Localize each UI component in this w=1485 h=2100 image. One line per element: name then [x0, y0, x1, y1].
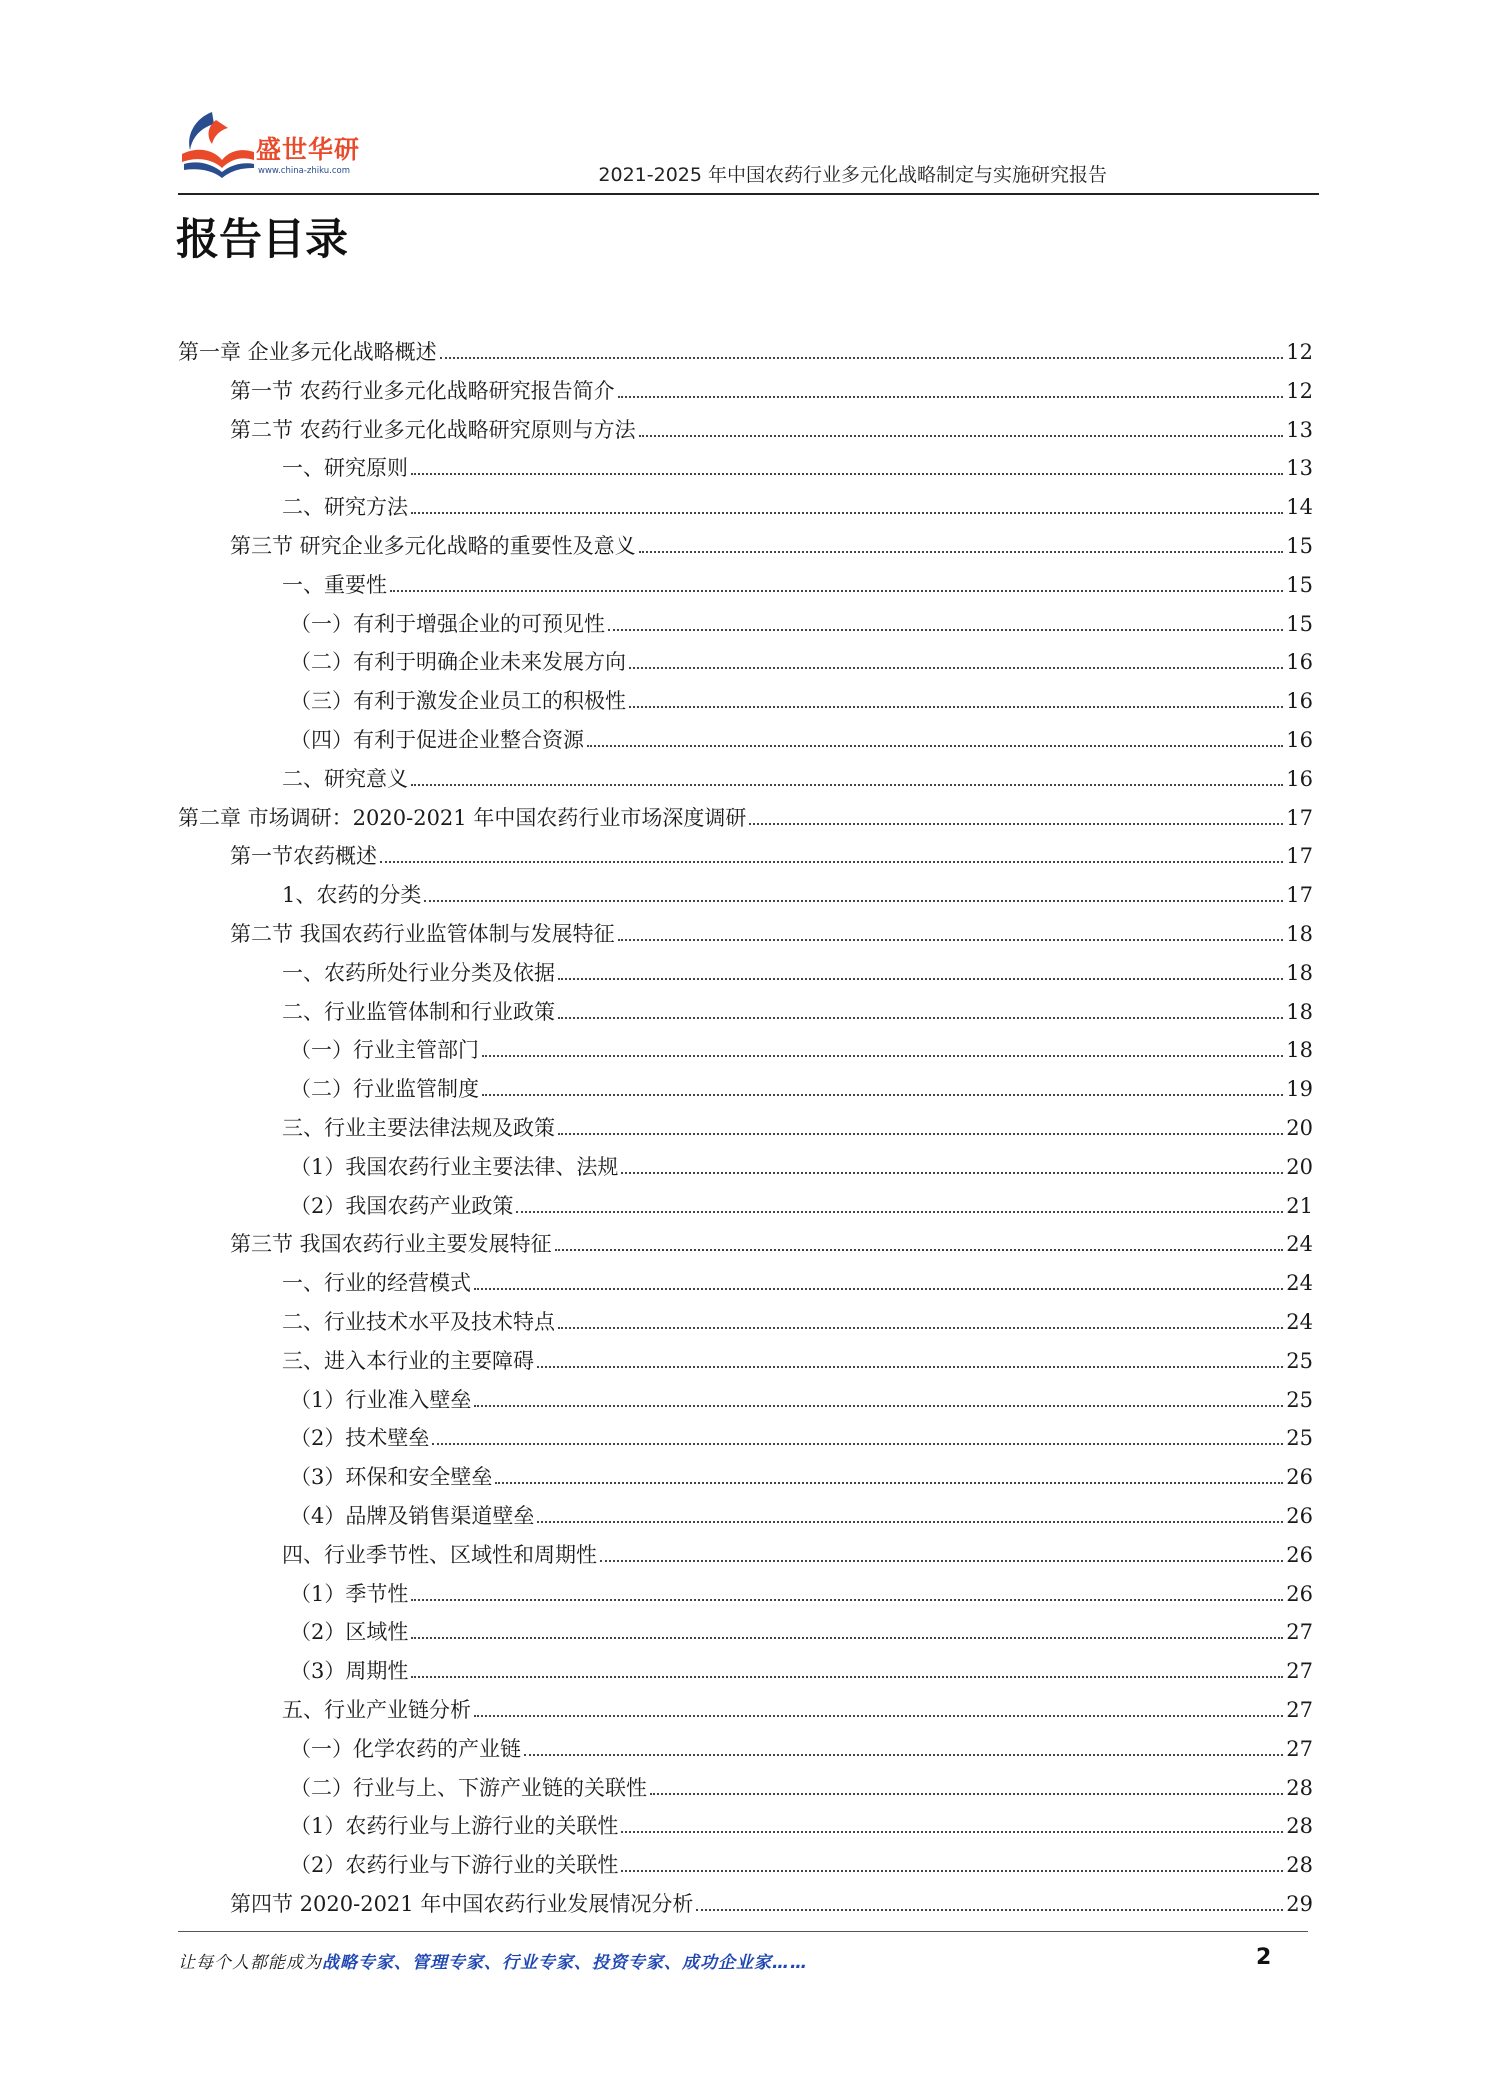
toc-entry-page: 24 — [1286, 1232, 1313, 1257]
toc-entry[interactable] — [290, 635, 1313, 674]
toc-entry-page: 27 — [1286, 1620, 1313, 1645]
toc-leader-dots — [558, 1327, 1283, 1329]
toc-entry[interactable] — [282, 985, 1313, 1024]
toc-entry-title: 二、行业监管体制和行业政策 — [282, 999, 555, 1024]
toc-entry-page: 15 — [1286, 611, 1313, 636]
toc-entry-title: 第二节 农药行业多元化战略研究原则与方法 — [230, 417, 636, 442]
toc-entry-title: 第二章 市场调研：2020-2021 年中国农药行业市场深度调研 — [178, 805, 747, 830]
toc-entry[interactable] — [282, 868, 1313, 907]
toc-leader-dots — [474, 1405, 1283, 1407]
toc-entry-title: 二、行业技术水平及技术特点 — [282, 1310, 555, 1334]
footer-slogan — [178, 1948, 808, 1973]
toc-entry-page: 24 — [1286, 1271, 1313, 1296]
toc-entry[interactable] — [290, 1644, 1313, 1683]
toc-entry-title: （二）行业监管制度 — [290, 1077, 479, 1102]
toc-leader-dots — [537, 1521, 1283, 1523]
toc-entry[interactable] — [290, 1373, 1313, 1412]
toc-entry-title: 第二节 我国农药行业监管体制与发展特征 — [230, 922, 615, 946]
toc-entry-title: 第一章 企业多元化战略概述 — [178, 340, 437, 364]
toc-entry-page: 26 — [1286, 1465, 1313, 1490]
toc-entry-title: 一、重要性 — [282, 572, 387, 597]
toc-leader-dots — [621, 1870, 1283, 1872]
toc-entry[interactable] — [290, 1567, 1313, 1606]
toc-leader-dots — [587, 745, 1283, 747]
toc-leader-dots — [411, 512, 1283, 514]
toc-leader-dots — [380, 861, 1283, 863]
page-title: 报告目录 — [176, 215, 348, 265]
toc-leader-dots — [482, 1055, 1283, 1057]
toc-entry[interactable] — [282, 752, 1313, 791]
toc-entry-title: （4）品牌及销售渠道壁垒 — [290, 1504, 535, 1528]
toc-entry-title: 1、农药的分类 — [282, 883, 422, 908]
toc-entry[interactable] — [178, 791, 1313, 830]
toc-entry-title: （2）技术壁垒 — [290, 1426, 430, 1451]
toc-leader-dots — [618, 396, 1284, 398]
toc-leader-dots — [639, 435, 1284, 437]
toc-entry-page: 26 — [1286, 1542, 1313, 1567]
toc-leader-dots — [474, 1288, 1283, 1290]
toc-entry-title: 三、进入本行业的主要障碍 — [282, 1348, 534, 1373]
toc-entry-page: 17 — [1286, 805, 1313, 830]
toc-entry-page: 27 — [1286, 1698, 1313, 1722]
toc-entry[interactable] — [290, 597, 1313, 636]
toc-leader-dots — [608, 629, 1283, 631]
toc-leader-dots — [474, 1715, 1283, 1717]
toc-leader-dots — [600, 1560, 1283, 1562]
toc-leader-dots — [524, 1754, 1283, 1756]
toc-entry[interactable] — [282, 1334, 1313, 1373]
logo-brand-name: 盛世华研 — [256, 135, 361, 164]
toc-entry-page: 25 — [1286, 1348, 1313, 1373]
toc-leader-dots — [411, 473, 1283, 475]
toc-entry-page: 16 — [1286, 728, 1313, 752]
toc-entry-title: 第三节 研究企业多元化战略的重要性及意义 — [230, 534, 636, 558]
toc-entry-title: 一、研究原则 — [282, 456, 408, 481]
toc-entry-page: 18 — [1286, 960, 1313, 985]
toc-entry-page: 15 — [1286, 572, 1313, 597]
toc-entry-title: 第一节 农药行业多元化战略研究报告简介 — [230, 378, 615, 403]
toc-entry-title: 五、行业产业链分析 — [282, 1698, 471, 1722]
toc-entry[interactable] — [290, 1411, 1313, 1450]
toc-entry-page: 13 — [1286, 417, 1313, 442]
toc-entry-title: 二、研究意义 — [282, 766, 408, 791]
toc-entry[interactable] — [290, 713, 1313, 752]
toc-leader-dots — [516, 1211, 1283, 1213]
toc-leader-dots — [555, 1249, 1284, 1251]
toc-entry-title: （1）行业准入壁垒 — [290, 1387, 472, 1412]
header-divider — [178, 193, 1319, 195]
toc-leader-dots — [621, 1172, 1283, 1174]
toc-entry[interactable] — [290, 1450, 1313, 1489]
toc-entry-title: （2）区域性 — [290, 1620, 409, 1645]
logo-url: www.china-zhiku.com — [258, 166, 350, 176]
toc-entry-title: 一、行业的经营模式 — [282, 1271, 471, 1296]
toc-leader-dots — [411, 1599, 1283, 1601]
brand-logo — [178, 106, 388, 186]
toc-entry-page: 26 — [1286, 1504, 1313, 1528]
toc-leader-dots — [696, 1909, 1283, 1911]
toc-entry-page: 28 — [1286, 1814, 1313, 1839]
toc-entry-title: （2）我国农药产业政策 — [290, 1193, 514, 1218]
toc-leader-dots — [411, 784, 1283, 786]
toc-entry-title: （3）环保和安全壁垒 — [290, 1465, 493, 1490]
toc-entry-page: 18 — [1286, 999, 1313, 1024]
toc-entry-page: 25 — [1286, 1426, 1313, 1451]
toc-entry-title: 二、研究方法 — [282, 495, 408, 520]
toc-entry[interactable] — [282, 1256, 1313, 1295]
toc-entry-page: 15 — [1286, 534, 1313, 558]
toc-leader-dots — [558, 978, 1283, 980]
toc-leader-dots — [440, 357, 1284, 359]
toc-entry[interactable] — [282, 1683, 1313, 1722]
toc-entry-page: 25 — [1286, 1387, 1313, 1412]
toc-entry-page: 29 — [1286, 1892, 1313, 1916]
toc-entry-title: 第四节 2020-2021 年中国农药行业发展情况分析 — [230, 1892, 694, 1916]
toc-leader-dots — [621, 1831, 1283, 1833]
toc-leader-dots — [424, 900, 1283, 902]
toc-entry[interactable] — [230, 519, 1313, 558]
toc-entry-title: 第三节 我国农药行业主要发展特征 — [230, 1232, 552, 1257]
toc-entry-title: 一、农药所处行业分类及依据 — [282, 960, 555, 985]
toc-entry[interactable] — [230, 1217, 1313, 1256]
report-title: 2021-2025 年中国农药行业多元化战略制定与实施研究报告 — [598, 164, 1107, 186]
toc-entry-title: （四）有利于促进企业整合资源 — [290, 728, 584, 752]
toc-entry[interactable] — [230, 364, 1313, 403]
toc-entry-title: 三、行业主要法律法规及政策 — [282, 1116, 555, 1140]
toc-entry[interactable] — [290, 1722, 1313, 1761]
toc-entry[interactable] — [230, 829, 1313, 868]
toc-entry-page: 18 — [1286, 922, 1313, 946]
toc-entry-title: （二）有利于明确企业未来发展方向 — [290, 650, 626, 675]
toc-entry-page: 17 — [1286, 883, 1313, 908]
toc-entry-title: （一）行业主管部门 — [290, 1038, 479, 1063]
toc-entry-page: 26 — [1286, 1581, 1313, 1606]
toc-entry[interactable] — [290, 1838, 1313, 1877]
toc-entry[interactable] — [230, 907, 1313, 946]
toc-entry-page: 21 — [1286, 1193, 1313, 1218]
toc-entry-page: 18 — [1286, 1038, 1313, 1063]
toc-entry-page: 17 — [1286, 844, 1313, 869]
toc-entry[interactable] — [290, 1140, 1313, 1179]
toc-entry[interactable] — [230, 403, 1313, 442]
toc-entry-title: （一）有利于增强企业的可预见性 — [290, 611, 605, 636]
toc-entry-title: （1）季节性 — [290, 1581, 409, 1606]
toc-leader-dots — [495, 1482, 1283, 1484]
toc-entry[interactable] — [282, 480, 1313, 519]
toc-entry-page: 28 — [1286, 1775, 1313, 1800]
toc-leader-dots — [629, 667, 1283, 669]
toc-entry-page: 13 — [1286, 456, 1313, 481]
toc-entry[interactable] — [178, 325, 1313, 364]
toc-leader-dots — [618, 939, 1284, 941]
toc-entry-page: 20 — [1286, 1116, 1313, 1140]
toc-entry[interactable] — [290, 1062, 1313, 1101]
toc-leader-dots — [411, 1637, 1283, 1639]
toc-entry-page: 24 — [1286, 1310, 1313, 1334]
toc-leader-dots — [411, 1676, 1283, 1678]
toc-entry-title: （2）农药行业与下游行业的关联性 — [290, 1853, 619, 1878]
toc-leader-dots — [390, 590, 1283, 592]
toc-entry-page: 12 — [1286, 340, 1313, 364]
toc-leader-dots — [650, 1793, 1283, 1795]
toc-entry-title: （二）行业与上、下游产业链的关联性 — [290, 1775, 647, 1800]
toc-entry-page: 28 — [1286, 1853, 1313, 1878]
toc-entry[interactable] — [290, 1761, 1313, 1800]
toc-entry-page: 16 — [1286, 650, 1313, 675]
logo-emblem-icon — [178, 106, 258, 186]
toc-entry-page: 16 — [1286, 766, 1313, 791]
toc-entry-title: （三）有利于激发企业员工的积极性 — [290, 689, 626, 714]
footer-slogan-highlight: 战略专家、管理专家、行业专家、投资专家、成功企业家…… — [322, 1953, 808, 1973]
toc-entry[interactable] — [282, 441, 1313, 480]
toc-entry-title: 四、行业季节性、区域性和周期性 — [282, 1542, 597, 1567]
footer-slogan-prefix: 让每个人都能成为 — [178, 1953, 322, 1973]
toc-leader-dots — [749, 823, 1283, 825]
toc-leader-dots — [432, 1443, 1283, 1445]
toc-leader-dots — [629, 706, 1283, 708]
toc-entry[interactable] — [282, 558, 1313, 597]
toc-entry-title: （一）化学农药的产业链 — [290, 1736, 521, 1761]
toc-entry[interactable] — [282, 946, 1313, 985]
toc-entry[interactable] — [230, 1877, 1313, 1916]
toc-entry-page: 20 — [1286, 1154, 1313, 1179]
toc-entry[interactable] — [290, 674, 1313, 713]
toc-entry[interactable] — [290, 1179, 1313, 1218]
toc-entry[interactable] — [290, 1605, 1313, 1644]
toc-entry[interactable] — [282, 1295, 1313, 1334]
toc-entry-page: 16 — [1286, 689, 1313, 714]
toc-entry-title: （3）周期性 — [290, 1659, 409, 1684]
page-number: 2 — [1256, 1945, 1272, 1970]
toc-entry-page: 27 — [1286, 1736, 1313, 1761]
toc-entry-page: 27 — [1286, 1659, 1313, 1684]
toc-entry-page: 12 — [1286, 378, 1313, 403]
toc-entry-title: （1）农药行业与上游行业的关联性 — [290, 1814, 619, 1839]
toc-leader-dots — [558, 1017, 1283, 1019]
toc-entry[interactable] — [290, 1489, 1313, 1528]
toc-leader-dots — [537, 1366, 1283, 1368]
toc-entry[interactable] — [282, 1528, 1313, 1567]
toc-entry[interactable] — [290, 1023, 1313, 1062]
toc-entry[interactable] — [290, 1799, 1313, 1838]
toc-entry-page: 14 — [1286, 495, 1313, 520]
toc-entry-title: 第一节农药概述 — [230, 844, 377, 869]
toc-entry-page: 19 — [1286, 1077, 1313, 1102]
toc-leader-dots — [558, 1133, 1283, 1135]
footer-divider — [178, 1931, 1308, 1932]
toc-entry[interactable] — [282, 1101, 1313, 1140]
toc-leader-dots — [482, 1094, 1283, 1096]
toc-leader-dots — [639, 551, 1284, 553]
toc-entry-title: （1）我国农药行业主要法律、法规 — [290, 1154, 619, 1179]
